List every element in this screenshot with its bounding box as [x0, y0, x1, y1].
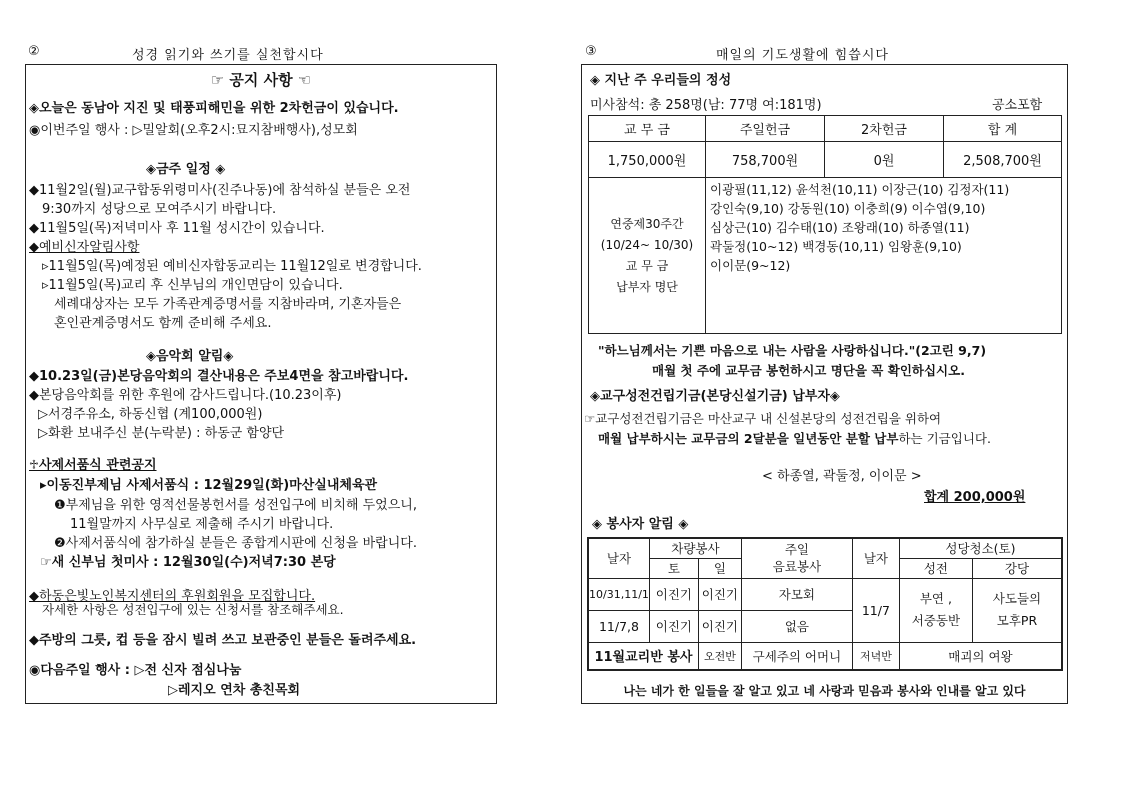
- offering-value: 2,508,700원: [944, 142, 1062, 178]
- clean-date: 11/7: [852, 578, 899, 642]
- notice-line: ▷화환 보내주신 분(누락분) : 하동군 함양단: [38, 426, 285, 441]
- offering-header: 교 무 금: [589, 116, 706, 142]
- vol-header-hall: 강당: [972, 558, 1062, 578]
- vol-header-date2: 날자: [852, 538, 899, 578]
- notice-line: 혼인관계증명서도 함께 준비해 주세요.: [54, 316, 272, 331]
- payers-label-line: 연중제30주간: [610, 216, 684, 231]
- building-fund-title: ◈교구성전건립기금(본당신설기금) 납부자◈: [590, 389, 840, 404]
- payers-list: [706, 178, 1062, 334]
- vol-header-drink-2: 음료봉사: [772, 559, 822, 575]
- clean-hall-1: 사도들의: [992, 591, 1042, 606]
- notice-line: ❷사제서품식에 참가하실 분들은 종합게시판에 신청을 바랍니다.: [54, 536, 417, 551]
- vol-header-drink: [741, 538, 852, 578]
- building-fund-total: 합계 200,000원: [924, 490, 1026, 505]
- catechism-pm-label: 저녁반: [852, 642, 899, 670]
- catechism-pm-value: 매괴의 여왕: [899, 642, 1062, 670]
- vol-sat: 이진기: [649, 610, 698, 642]
- notice-line: ◈오늘은 동남아 지진 및 태풍피해민을 위한 2차헌금이 있습니다.: [29, 101, 399, 116]
- notice-title: ☞ 공지 사항 ☜: [210, 71, 312, 89]
- clean-sanctuary-2: 서중동반: [911, 613, 961, 628]
- payers-label-line: (10/24~ 10/30): [600, 237, 694, 252]
- offering-value: 1,750,000원: [589, 142, 706, 178]
- clean-hall-2: 모후PR: [996, 613, 1038, 628]
- notice-line: 세례대상자는 모두 가족관계증명서를 지참바라며, 기혼자들은: [54, 297, 402, 312]
- volunteer-title: ◈ 봉사자 알림 ◈: [592, 517, 689, 532]
- vol-header-sun: 일: [698, 558, 741, 578]
- vol-drink: 없음: [741, 610, 852, 642]
- volunteer-table: [587, 537, 1063, 671]
- offering-header: 주일헌금: [706, 116, 825, 142]
- vol-date: 11/7,8: [588, 610, 649, 642]
- offering-title: ◈ 지난 주 우리들의 정성: [590, 73, 732, 88]
- notice-line: ◆예비신자알림사항: [29, 240, 140, 255]
- notice-line: ◆11월5일(목)저녁미사 후 11월 성시간이 있습니다.: [29, 221, 325, 236]
- right-page-number: ③: [585, 44, 597, 59]
- payers-label-line: 납부자 명단: [616, 279, 678, 294]
- payer-line: 이이문(9~12): [710, 258, 791, 273]
- notice-line: ◆10.23일(금)본당음악회의 결산내용은 주보4면을 참고바랍니다.: [29, 369, 409, 384]
- offering-box: [581, 64, 1068, 704]
- notice-line: ▹11월5일(목)예정된 예비신자합동교리는 11월12일로 변경합니다.: [42, 259, 422, 274]
- mass-note: 공소포함: [992, 98, 1043, 113]
- right-header: 매일의 기도생활에 힘씁시다: [716, 48, 889, 63]
- offering-value: 0원: [825, 142, 944, 178]
- building-fund-rest: 하는 기금입니다.: [898, 431, 991, 446]
- vol-sun: 이진기: [698, 578, 741, 610]
- offering-header: 합 계: [944, 116, 1062, 142]
- payers-label: [589, 178, 706, 334]
- left-header: 성경 읽기와 쓰기를 실천합시다: [132, 48, 324, 63]
- catechism-label: 11월교리반 봉사: [588, 642, 698, 670]
- notice-line: ▷서경주유소, 하동신협 (계100,000원): [38, 407, 263, 422]
- offering-table: [588, 115, 1062, 334]
- building-fund-text: ☞교구성전건립기금은 마산교구 내 신설본당의 성전건립을 위하여: [584, 411, 942, 426]
- payer-line: 곽둘정(10~12) 백경동(10,11) 임왕훈(9,10): [710, 239, 962, 254]
- clean-hall: [972, 578, 1062, 642]
- vol-header-sanctuary: 성전: [899, 558, 972, 578]
- vol-header-drink-1: 주일: [784, 542, 809, 558]
- week-schedule-title: ◈금주 일정 ◈: [146, 162, 226, 177]
- catechism-am-value: 구세주의 어머니: [741, 642, 852, 670]
- vol-header-date: 날자: [588, 538, 649, 578]
- footer-verse: 나는 네가 한 일들을 잘 알고 있고 네 사랑과 믿음과 봉사와 인내를 알고 있다: [623, 684, 1026, 698]
- clean-sanctuary: [899, 578, 972, 642]
- bible-verse: "하느님께서는 기쁜 마음으로 내는 사람을 사랑하십니다."(2고린 9,7): [598, 343, 987, 358]
- mass-attendance: 미사참석: 총 258명(남: 77명 여:181명): [590, 98, 822, 113]
- catechism-am-label: 오전반: [698, 642, 741, 670]
- vol-drink: 자모회: [741, 578, 852, 610]
- music-title: ◈음악회 알림◈: [146, 349, 234, 364]
- notice-line: ◆11월2일(월)교구합동위령미사(진주나동)에 참석하실 분들은 오전: [29, 183, 411, 198]
- offering-reminder: 매월 첫 주에 교무금 봉헌하시고 명단을 꼭 확인하십시오.: [652, 363, 965, 378]
- payer-line: 심상근(10) 김수태(10) 조왕래(10) 하종열(11): [710, 220, 970, 235]
- building-fund-text: [598, 429, 991, 447]
- left-page-number: ②: [28, 44, 40, 59]
- vol-header-sat: 토: [649, 558, 698, 578]
- payers-label-line: 교 무 금: [625, 258, 669, 273]
- notice-line: 9:30까지 성당으로 모여주시기 바랍니다.: [42, 202, 277, 217]
- notice-line: ☞새 신부님 첫미사 : 12월30일(수)저녁7:30 본당: [40, 555, 336, 570]
- notice-line: ▹11월5일(목)교리 후 신부님의 개인면담이 있습니다.: [42, 278, 343, 293]
- building-fund-emph: 매월 납부하시는 교무금의 2달분을 일년동안 분할 납부: [598, 431, 899, 446]
- notice-line: ◆주방의 그릇, 컵 등을 잠시 빌려 쓰고 보관중인 분들은 돌려주세요.: [29, 633, 417, 648]
- offering-header: 2차헌금: [825, 116, 944, 142]
- vol-sun: 이진기: [698, 610, 741, 642]
- notice-line: 11월말까지 사무실로 제출해 주시기 바랍니다.: [70, 517, 334, 532]
- notice-line: ◆본당음악회를 위한 후원에 감사드립니다.(10.23이후): [29, 388, 342, 403]
- notice-line: ◆하동은빛노인복지센터의 후원회원을 모집합니다.: [29, 589, 316, 604]
- next-week-events: ◉다음주일 행사 : ▷전 신자 점심나눔: [29, 663, 242, 678]
- notice-line: 자세한 사항은 성전입구에 있는 신청서를 참조해주세요.: [42, 602, 344, 617]
- vol-header-clean: 성당청소(토): [899, 538, 1062, 558]
- payer-line: 강인숙(9,10) 강동원(10) 이충희(9) 이수엽(9,10): [710, 201, 986, 216]
- notice-line: ❶부제님을 위한 영적선물봉헌서를 성전입구에 비치해 두었으니,: [54, 498, 417, 513]
- clean-sanctuary-1: 부연 ,: [919, 591, 952, 606]
- building-fund-names: < 하종열, 곽둘정, 이이문 >: [762, 469, 922, 484]
- notice-box: [25, 64, 497, 704]
- next-week-events: ▷레지오 연차 총친목회: [168, 683, 301, 698]
- payer-line: 이광필(11,12) 윤석천(10,11) 이장근(10) 김정자(11): [710, 182, 1010, 197]
- notice-line: ◉이번주일 행사 : ▷밀알회(오후2시:묘지참배행사),성모회: [29, 123, 358, 138]
- vol-header-car: 차량봉사: [649, 538, 741, 558]
- ordination-title: ♱사제서품식 관련공지: [29, 458, 157, 473]
- vol-date: 10/31,11/1: [588, 578, 649, 610]
- notice-line: ▸이동진부제님 사제서품식 : 12월29일(화)마산실내체육관: [40, 478, 378, 493]
- vol-sat: 이진기: [649, 578, 698, 610]
- offering-value: 758,700원: [706, 142, 825, 178]
